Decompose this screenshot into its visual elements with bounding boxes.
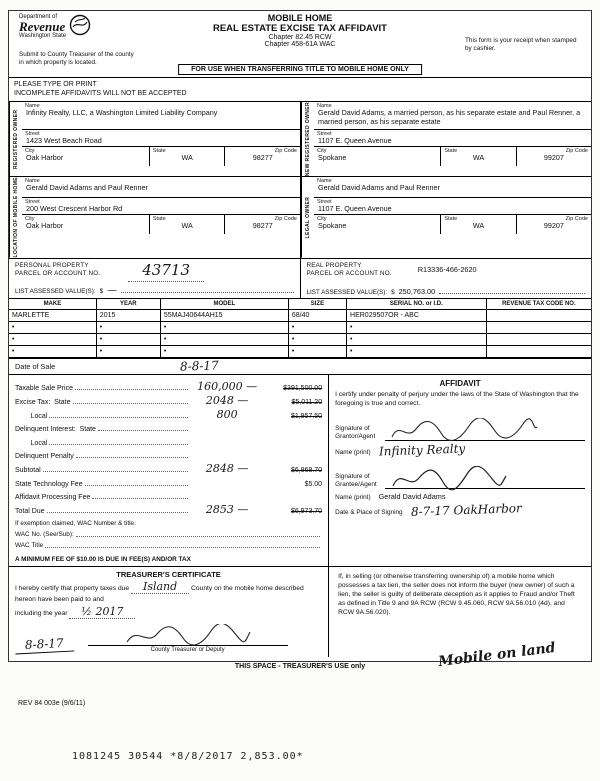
treasurer-sign-row xyxy=(15,624,322,653)
grantor-signature-line xyxy=(385,417,585,441)
new-registered-owner-state: WA xyxy=(472,153,485,163)
size-cell: • xyxy=(288,333,346,345)
date-of-sale-label: Date of Sale xyxy=(15,361,56,371)
fin-handwritten: 2848 — xyxy=(205,461,249,475)
instruction-line1: PLEASE TYPE OR PRINT xyxy=(14,81,97,88)
make-cell: • xyxy=(9,321,96,333)
submit-note-line1: Submit to County Treasurer of the county xyxy=(19,51,134,58)
mobile-home-table xyxy=(9,298,591,358)
grantee-sig-label-line2: Grantee/Agent xyxy=(335,481,377,489)
grantor-sig-label-line1: Signature of xyxy=(335,425,370,433)
registered-owner-zip: 98277 xyxy=(252,153,273,163)
table-row xyxy=(9,321,591,333)
form-revision-number: REV 84 003e (9/6/11) xyxy=(18,700,86,707)
name-label: Name xyxy=(317,178,332,185)
street-label: Street xyxy=(25,199,40,206)
affidavit-section xyxy=(329,375,591,566)
street-label: Street xyxy=(317,199,332,206)
year-header: YEAR xyxy=(96,298,160,309)
grantee-print-label: Name (print) xyxy=(335,494,371,502)
wac-no-row xyxy=(15,531,322,538)
date-place-label: Date & Place of Signing xyxy=(335,509,403,517)
dotted-leader xyxy=(98,430,188,431)
treasurer-certificate-title: TREASURER'S CERTIFICATE xyxy=(116,569,221,579)
registered-owner-name: Infinity Realty, LLC, a Washington Limited Liability Company xyxy=(26,108,218,118)
date-of-sale-handwritten: 8-8-17 xyxy=(179,358,220,374)
serial-cell: • xyxy=(347,345,487,357)
mobile-on-land-handwritten: Mobile on land xyxy=(437,639,557,671)
personal-assessed-row xyxy=(15,286,294,296)
personal-property-section xyxy=(9,259,301,298)
dollar-sign: $ xyxy=(391,288,395,296)
affidavit-title: AFFIDAVIT xyxy=(439,378,481,388)
date-place-row xyxy=(335,501,585,520)
size-header: SIZE xyxy=(288,298,346,309)
personal-property-label1: PERSONAL PROPERTY xyxy=(15,261,89,269)
affidavit-certify-text: I certify under penalty of perjury under the laws of the State of Washington that the foregoing is true and correct. xyxy=(335,390,579,407)
street-label: Street xyxy=(317,131,332,138)
dept-line3: Washington State xyxy=(19,33,67,39)
grantor-signature-icon xyxy=(389,418,539,444)
zip-label: Zip Code xyxy=(565,216,588,223)
instructions xyxy=(9,77,591,101)
fin-label: Delinquent Penalty xyxy=(15,453,74,461)
size-cell: • xyxy=(288,345,346,357)
new-registered-owner-street: 1107 E. Queen Avenue xyxy=(318,136,392,146)
chapter-ref-2: Chapter 458-61A WAC xyxy=(264,41,336,48)
cashier-stamp: 1081245 30544 *8/8/2017 2,853.00* xyxy=(72,751,304,762)
dollar-sign: $ xyxy=(99,287,104,295)
state-label: State xyxy=(444,148,458,155)
new-registered-owner-name-field xyxy=(314,102,591,129)
dotted-leader xyxy=(76,457,188,458)
mobile-home-only-banner: FOR USE WHEN TRANSFERRING TITLE TO MOBILE HOME ONLY xyxy=(178,64,422,75)
fin-row-state-technology-fee xyxy=(15,474,322,488)
location-state-field xyxy=(149,215,225,234)
make-header: MAKE xyxy=(9,298,96,309)
legal-owner-name: Gerald David Adams and Paul Renner xyxy=(318,183,440,193)
treasurer-line2: County on the mobile home described hereon have been paid to and xyxy=(15,584,304,604)
form-header xyxy=(9,11,591,77)
form-title-line1: MOBILE HOME xyxy=(267,13,333,23)
chapter-ref-1: Chapter 82.45 RCW xyxy=(268,34,332,41)
new-registered-owner-street-field xyxy=(314,129,591,146)
name-label: Name xyxy=(317,103,332,110)
real-property-section xyxy=(301,259,592,298)
fin-row-subtotal xyxy=(15,460,322,474)
treasurer-line1: I hereby certify that property taxes due xyxy=(15,584,130,592)
fin-handwritten: 2853 — xyxy=(205,502,249,516)
location-city-field xyxy=(22,215,149,234)
grantor-print-label: Name (print) xyxy=(335,449,371,457)
fin-row-total-due xyxy=(15,501,322,515)
treasurer-signature-block xyxy=(88,624,288,653)
city-label: City xyxy=(25,148,35,155)
table-row xyxy=(9,309,591,321)
grantor-signature-block xyxy=(335,417,585,441)
registered-owner-name-field xyxy=(22,102,300,129)
registered-owner-section xyxy=(9,102,300,176)
serial-cell: • xyxy=(347,333,487,345)
registered-owner-street-field xyxy=(22,129,300,146)
serial-cell: • xyxy=(347,321,487,333)
registered-owner-side-label: REGISTERED OWNER xyxy=(9,102,22,176)
fin-label: State Technology Fee xyxy=(15,480,83,488)
location-street-field xyxy=(22,197,300,214)
grantee-signature-label xyxy=(335,473,385,489)
dotted-leader xyxy=(73,403,189,404)
model-cell: • xyxy=(160,345,288,357)
real-property-label1: REAL PROPERTY xyxy=(306,261,362,269)
dept-line1: Department of xyxy=(19,14,58,20)
tax-code-cell xyxy=(486,333,591,345)
fin-label: Delinquent Interest: State xyxy=(15,426,96,434)
dotted-leader xyxy=(49,417,188,418)
grantee-sig-label-line1: Signature of xyxy=(335,473,370,481)
year-handwritten: ½ 2017 xyxy=(69,605,135,619)
location-city: Oak Harbor xyxy=(26,221,64,231)
make-cell: MARLETTE xyxy=(9,309,96,321)
legal-owner-street: 1107 E. Queen Avenue xyxy=(318,204,392,214)
county-handwritten: Island xyxy=(131,580,189,594)
registered-owner-city-field xyxy=(22,147,149,166)
dotted-leader xyxy=(49,444,188,445)
exemption-label: If exemption claimed, WAC Number & title: xyxy=(15,519,136,527)
real-parcel-number: R13336-466-2620 xyxy=(417,264,477,274)
location-name: Gerald David Adams and Paul Renner xyxy=(26,183,148,193)
table-row xyxy=(9,333,591,345)
receipt-note-line2: by cashier. xyxy=(465,45,496,52)
grantor-signature-label xyxy=(335,425,385,441)
name-label: Name xyxy=(25,178,40,185)
fin-label: Local xyxy=(15,412,48,420)
city-label: City xyxy=(317,148,327,155)
tax-code-cell xyxy=(486,321,591,333)
legal-owner-city-field xyxy=(314,215,440,234)
zip-label: Zip Code xyxy=(565,148,588,155)
fin-row-excise-local xyxy=(15,406,322,420)
assessed-label: LIST ASSESSED VALUE(S): xyxy=(306,288,388,296)
grantee-signature-block xyxy=(335,465,585,489)
treasurer-signature-caption: County Treasurer or Deputy xyxy=(88,645,288,653)
fin-row-delinquent-interest-local xyxy=(15,433,322,447)
tax-code-cell xyxy=(486,309,591,321)
dotted-leader xyxy=(76,536,320,537)
dotted-leader xyxy=(47,512,189,513)
treasurer-use-note: THIS SPACE - TREASURER'S USE only xyxy=(234,662,366,670)
make-cell: • xyxy=(9,345,96,357)
registered-owner-state-field xyxy=(149,147,225,166)
fin-row-excise-state xyxy=(15,392,322,406)
fin-label: Local xyxy=(15,439,48,447)
legal-owner-state: WA xyxy=(472,221,485,231)
registered-owner-city: Oak Harbor xyxy=(26,153,64,163)
real-assessed-value: 250,763.00 xyxy=(398,286,436,296)
zip-label: Zip Code xyxy=(274,148,297,155)
dotted-leader xyxy=(85,485,189,486)
registered-owner-state: WA xyxy=(181,153,193,163)
street-label: Street xyxy=(25,131,40,138)
grantee-name-print-row xyxy=(335,492,585,501)
wac-title-row xyxy=(15,542,322,549)
new-registered-owner-city-field xyxy=(314,147,440,166)
mobile-home-location-side-label: LOCATION OF MOBILE HOME xyxy=(9,177,22,258)
fin-row-affidavit-processing-fee xyxy=(15,488,322,502)
real-property-label2: PARCEL OR ACCOUNT NO. xyxy=(306,270,392,278)
year-cell: • xyxy=(96,333,160,345)
grantor-name-print-row xyxy=(335,441,585,459)
personal-assessed-handwritten: — xyxy=(107,284,118,296)
new-registered-owner-state-field xyxy=(440,147,515,166)
state-label: State xyxy=(444,216,458,223)
new-registered-owner-section xyxy=(300,102,591,176)
tax-computation-section xyxy=(9,375,329,566)
table-row xyxy=(9,345,591,357)
dotted-leader xyxy=(92,498,188,499)
city-label: City xyxy=(317,216,327,223)
legal-owner-city: Spokane xyxy=(318,221,347,231)
new-registered-owner-zip: 99207 xyxy=(543,153,564,163)
size-cell: 68/40 xyxy=(288,309,346,321)
location-street: 200 West Crescent Harbor Rd xyxy=(26,204,123,214)
treasurer-line3: including the year xyxy=(15,609,68,617)
model-cell: 55MAJ40644AH15 xyxy=(160,309,288,321)
size-cell: • xyxy=(288,321,346,333)
legal-owner-section xyxy=(300,176,591,258)
serial-cell: HER029507OR - ABC xyxy=(347,309,487,321)
legal-owner-state-field xyxy=(440,215,515,234)
fin-struck-amount: $391,500.00 xyxy=(283,385,323,393)
instruction-line2: INCOMPLETE AFFIDAVITS WILL NOT BE ACCEPTED xyxy=(14,90,187,98)
legal-owner-street-field xyxy=(314,197,591,214)
grantee-signature-line xyxy=(385,465,585,489)
dotted-leader xyxy=(43,471,188,472)
location-zip-field xyxy=(224,215,300,234)
make-cell: • xyxy=(9,333,96,345)
dotted-leader xyxy=(121,292,293,293)
dotted-leader xyxy=(45,547,320,548)
grantor-sig-label-line2: Grantor/Agent xyxy=(335,433,376,441)
date-of-sale-row xyxy=(9,358,591,374)
new-registered-owner-city: Spokane xyxy=(318,153,347,163)
wac-no-label: WAC No. (See/Sub): xyxy=(15,530,74,538)
affidavit-form-sheet xyxy=(8,10,592,671)
assessed-label: LIST ASSESSED VALUE(S): xyxy=(15,287,96,295)
serial-header: SERIAL NO. or I.D. xyxy=(347,298,487,309)
location-zip: 98277 xyxy=(252,221,273,231)
submit-note-line2: in which property is located. xyxy=(19,58,97,66)
registered-owner-street: 1423 West Beach Road xyxy=(26,136,102,146)
tax-lien-warning: If, in selling (or otherwise transferring ownership of) a mobile home which possesses a tax lien, the seller does not inform the buyer (new owner) of such a lien, the seller is guilty of deliberate deception as it applies to Fraud and/or Theft as defined in Title 9 and 9A RCW (RCW 9.45.060, RCW 9A.56.010 (4d), and RCW 9A.56.020). xyxy=(338,572,575,616)
legal-owner-zip-field xyxy=(516,215,591,234)
state-label: State xyxy=(152,148,166,155)
model-cell: • xyxy=(160,333,288,345)
location-name-field xyxy=(22,177,300,197)
owner-grid xyxy=(9,101,591,258)
tax-code-cell xyxy=(486,345,591,357)
fin-struck-amount: $6,968.70 xyxy=(290,466,323,474)
name-label: Name xyxy=(25,103,40,110)
fin-struck-amount: $5,011.20 xyxy=(291,399,323,406)
fin-label: Affidavit Processing Fee xyxy=(15,494,91,502)
treasurer-certificate-section xyxy=(9,567,329,657)
personal-parcel-handwritten: 43713 xyxy=(142,260,190,279)
legal-owner-name-field xyxy=(314,177,591,197)
receipt-note xyxy=(465,37,583,53)
grantee-name-printed: Gerald David Adams xyxy=(378,492,446,502)
date-place-handwritten: 8-7-17 OakHarbor xyxy=(410,501,522,520)
fin-struck-amount: $1,957.50 xyxy=(290,412,323,420)
minimum-fee-note: A MINIMUM FEE OF $10.00 IS DUE IN FEE(S) AND/OR TAX xyxy=(15,555,191,563)
zip-label: Zip Code xyxy=(274,216,297,223)
model-header: MODEL xyxy=(160,298,288,309)
fin-row-delinquent-interest-state xyxy=(15,420,322,434)
new-registered-owner-zip-field xyxy=(516,147,591,166)
mobile-home-location-section xyxy=(9,176,300,258)
fin-label: Taxable Sale Price xyxy=(15,385,73,393)
city-label: City xyxy=(25,216,35,223)
personal-property-label2: PARCEL OR ACCOUNT NO. xyxy=(15,270,101,278)
fin-amount: $5.00 xyxy=(304,480,323,488)
fin-label: Subtotal xyxy=(15,466,41,474)
treasurer-certification-text xyxy=(15,581,322,619)
legal-owner-side-label: LEGAL OWNER xyxy=(301,177,314,258)
year-cell: • xyxy=(96,345,160,357)
state-label: State xyxy=(152,216,166,223)
fin-handwritten: 160,000 — xyxy=(197,380,258,394)
new-registered-owner-name: Gerald David Adams, a married person, as his separate estate and Paul Renner, a married person, as his separate estate xyxy=(318,108,581,126)
grantee-signature-icon xyxy=(389,466,509,492)
fin-label: Total Due xyxy=(15,507,45,515)
fin-handwritten: 800 xyxy=(216,407,238,421)
dotted-leader xyxy=(439,293,585,294)
legal-owner-zip: 99207 xyxy=(543,221,564,231)
fin-label: Excise Tax: State xyxy=(15,399,71,406)
dept-line2: Revenue xyxy=(19,19,66,34)
year-cell: 2015 xyxy=(96,309,160,321)
form-title-line2: REAL ESTATE EXCISE TAX AFFIDAVIT xyxy=(212,23,387,34)
real-assessed-row xyxy=(307,287,586,296)
personal-property-labels xyxy=(15,262,100,279)
fin-handwritten: 2048 — xyxy=(205,394,249,407)
grantor-name-handwritten: Infinity Realty xyxy=(378,441,466,459)
tax-code-header: REVENUE TAX CODE NO. xyxy=(486,298,591,309)
fin-row-delinquent-penalty xyxy=(15,447,322,461)
treasurer-date-handwritten: 8-8-17 xyxy=(15,636,74,654)
location-state: WA xyxy=(181,221,193,231)
model-cell: • xyxy=(160,321,288,333)
parcel-row xyxy=(9,258,591,298)
fin-row-taxable-sale-price xyxy=(15,379,322,393)
wac-title-label: WAC Title xyxy=(15,541,44,549)
fin-struck-amount: $6,973.70 xyxy=(290,507,323,515)
submit-note xyxy=(19,51,179,67)
receipt-note-line1: This form is your receipt when stamped xyxy=(465,37,577,44)
real-property-labels xyxy=(307,262,392,279)
dotted-leader xyxy=(75,389,188,390)
registered-owner-zip-field xyxy=(224,147,300,166)
year-cell: • xyxy=(96,321,160,333)
new-registered-owner-side-label: NEW REGISTERED OWNER xyxy=(301,102,314,176)
